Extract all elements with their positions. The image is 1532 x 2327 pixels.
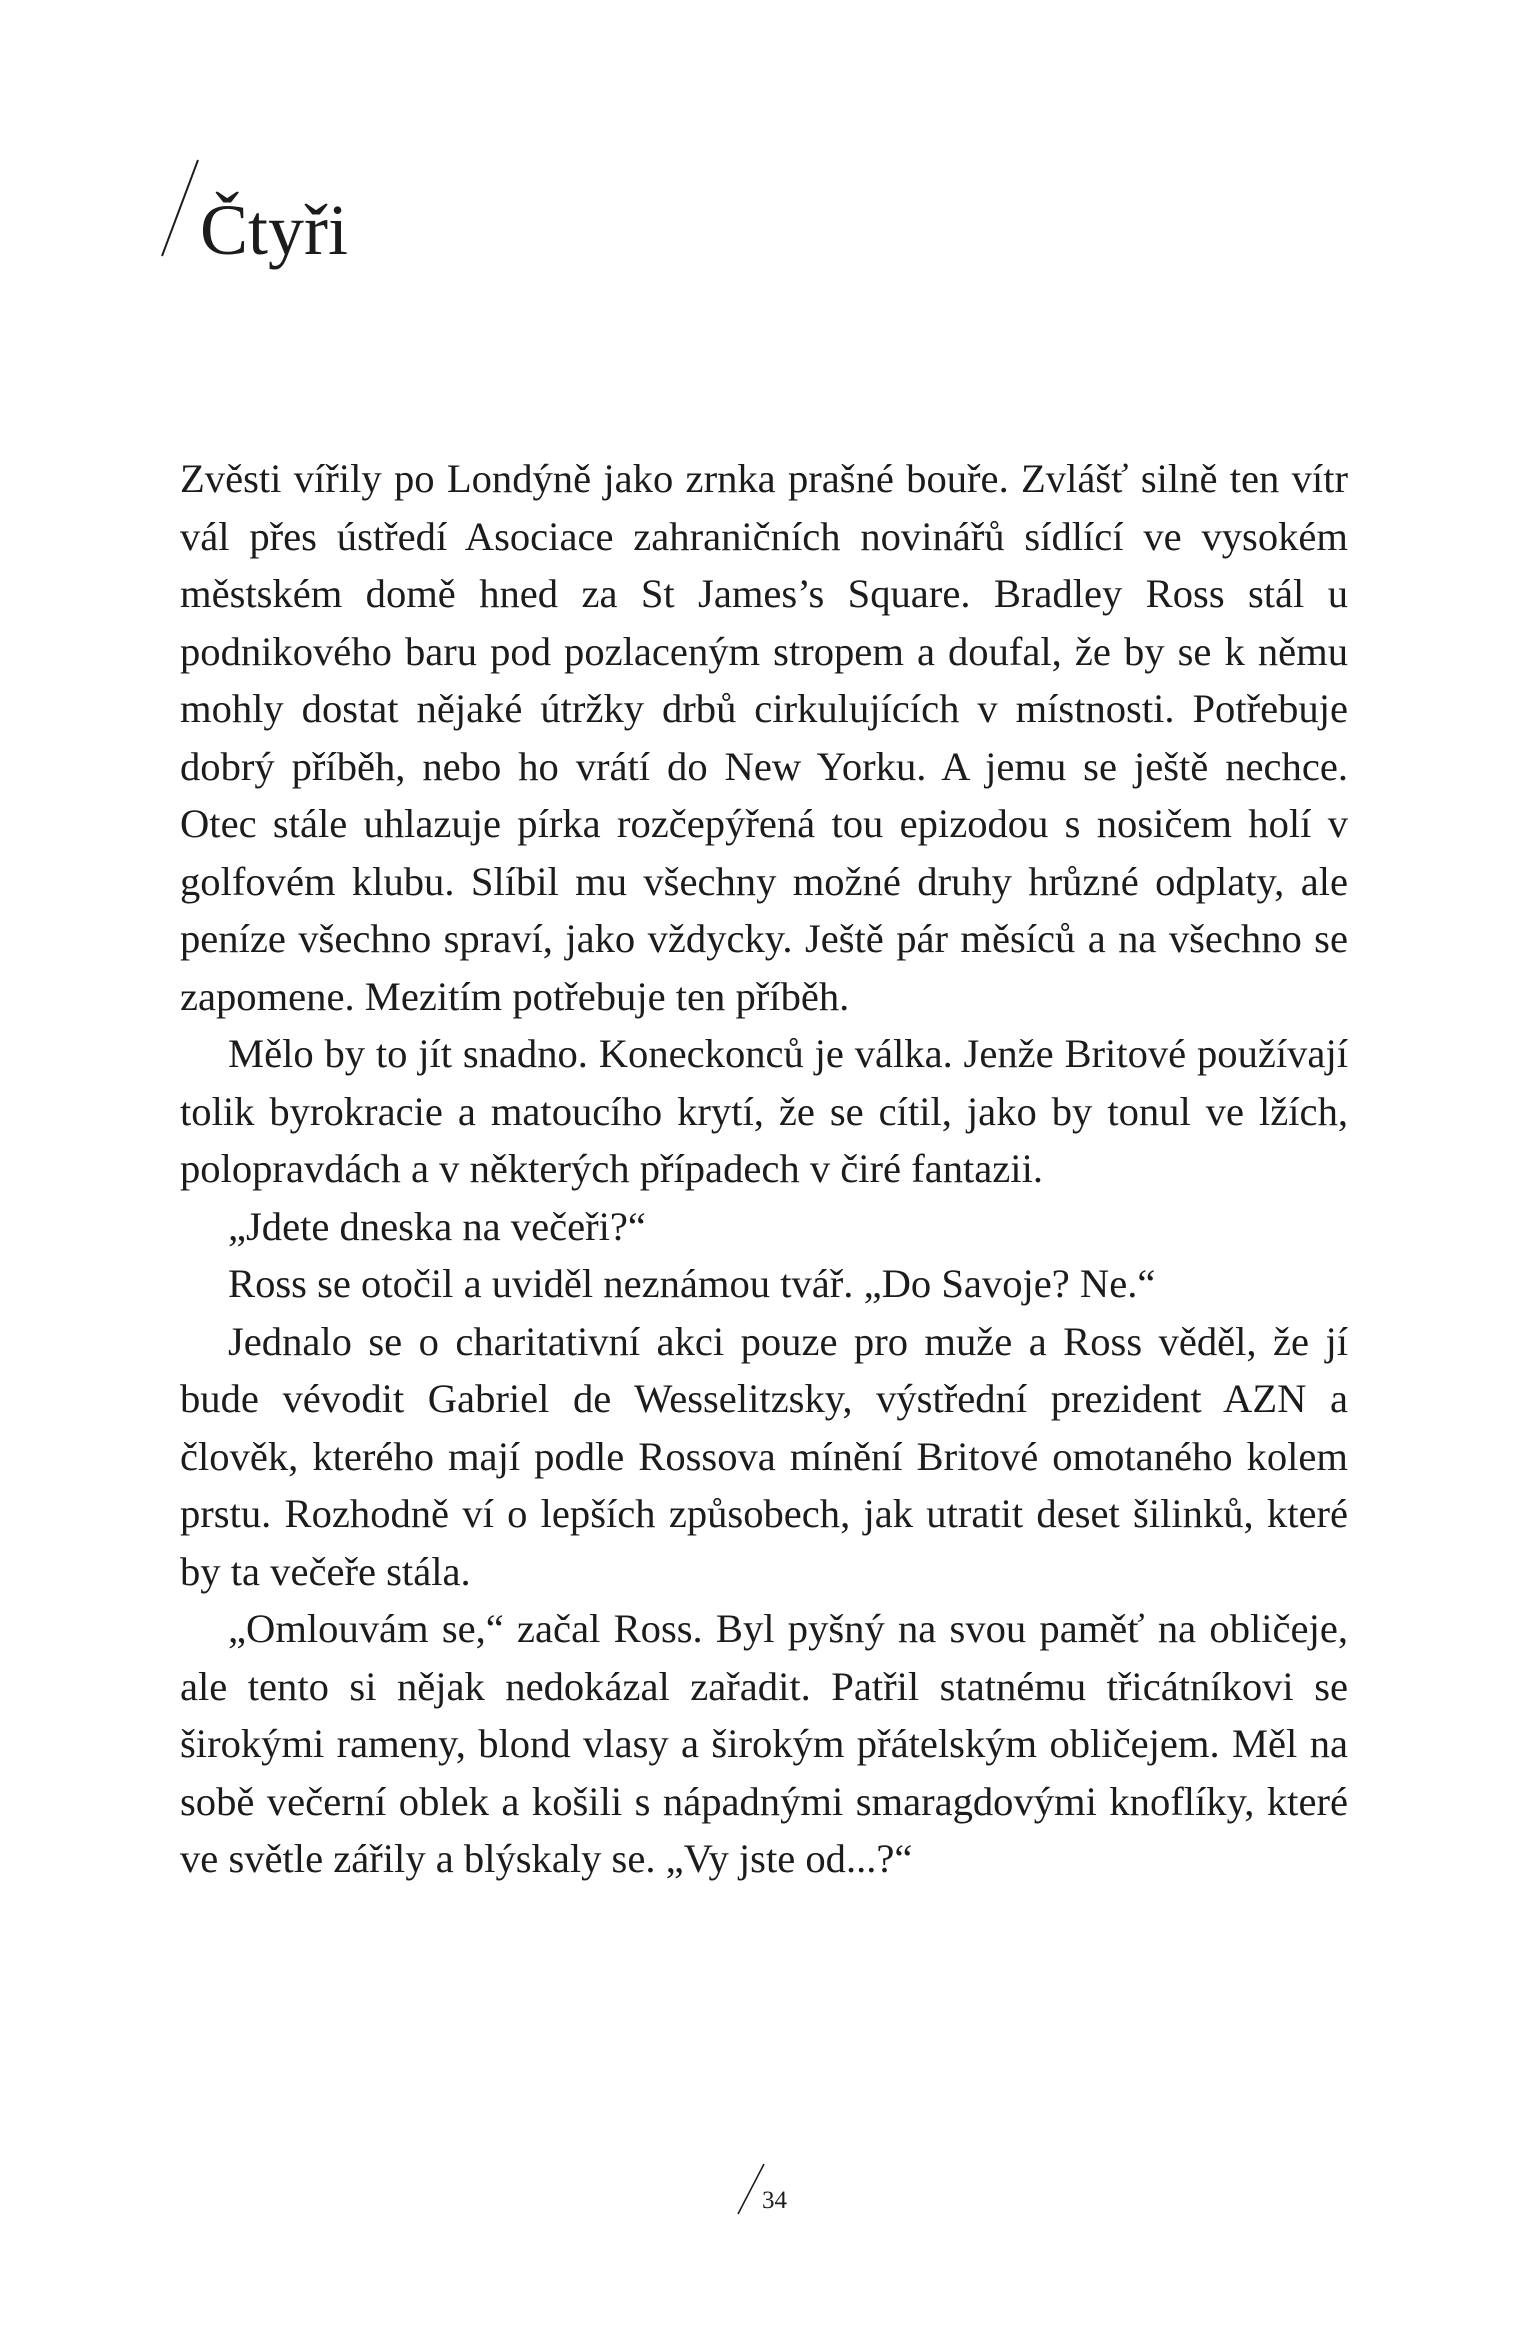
paragraph-5: Jednalo se o charitativní akci pouze pro muže a Ross věděl, že jí bude vévodit Gabriel de Wesselitzsky, výstřední prezident AZN a člověk, kterého mají podle Rossova mínění Britové omotaného kolem prstu. Rozhodně ví o lepších způsobech, jak utratit deset šilinků, které by ta večeře stála.: [180, 1318, 1348, 1594]
paragraph-2: Mělo by to jít snadno. Koneckonců je válka. Jenže Britové používají tolik byrokracie a matoucího krytí, že se cítil, jako by tonul ve lžích, polopravdách a v některých případech v čiré fantazii.: [180, 1031, 1348, 1191]
page-number: 34: [762, 2187, 787, 2214]
chapter-heading: [150, 140, 750, 280]
paragraph-6: „Omlouvám se,“ začal Ross. Byl pyšný na svou paměť na obličeje, ale tento si nějak nedokázal zařadit. Patřil statnému třicátníkovi se širokými rameny, blond vlasy a širokým přátelským obličejem. Měl na sobě večerní oblek a košili s nápadnými smaragdovými knoflíky, které ve světle zářily a blýskaly se. „Vy jste od...?“: [180, 1606, 1348, 1881]
body-text: [180, 450, 1348, 1888]
paragraph-1: Zvěsti vířily po Londýně jako zrnka prašné bouře. Zvlášť silně ten vítr vál přes ústředí Asociace zahraničních novinářů sídlící ve vysokém městském domě hned za St James’s Square. Bradley Ross stál u podnikového baru pod pozlaceným stropem a doufal, že by se k němu mohly dostat nějaké útržky drbů cirkulujících v místnosti. Potřebuje dobrý příběh, nebo ho vrátí do New Yorku. A jemu se ještě nechce. Otec stále uhlazuje pírka rozčepýřená tou epizodou s nosičem holí v golfovém klubu. Slíbil mu všechny možné druhy hrůzné odplaty, ale peníze všechno spraví, jako vždycky. Ještě pár měsíců a na všechno se zapomene. Mezitím potřebuje ten příběh.: [180, 456, 1348, 1019]
page-footer: [730, 2162, 830, 2222]
chapter-title: Čtyři: [200, 190, 349, 270]
paragraph-3: „Jdete dneska na večeři?“: [228, 1203, 646, 1249]
paragraph-4: Ross se otočil a uviděl neznámou tvář. „Do Savoje? Ne.“: [228, 1261, 1156, 1306]
slash-ornament-icon: [160, 158, 200, 258]
